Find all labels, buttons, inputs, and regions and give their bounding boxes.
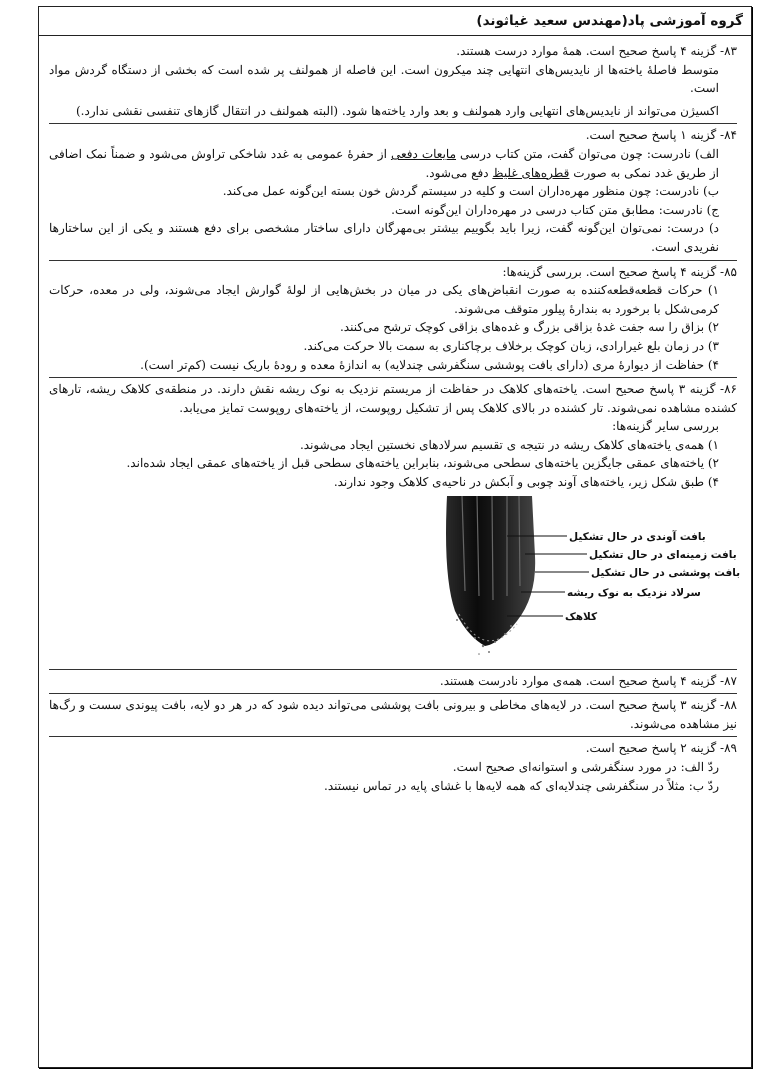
answer-86-head: ۸۶- گزینه ۳ پاسخ صحیح است. یاخته‌های کلاهک در حفاظت از مریستم نزدیک به نوک ریشه نقش دارند. در منطقه‌ی کلاهک ریشه، تارهای کشنده مشاهده نمی‌شوند. تار کشنده در بالای کلاهک پس از تشکیل روپوست، از یاخته‌های روپوست تمایز می‌یابد. [49, 382, 737, 415]
answer-88-head: ۸۸- گزینه ۳ پاسخ صحیح است. در لایه‌های مخاطی و بیرونی بافت پوششی می‌تواند دیده شود که در هر دو لایه، بافت پیوندی سست و رگ‌ها نیز مشاهده می‌شوند. [49, 698, 737, 731]
figure-label-root-cap: کلاهک [565, 610, 598, 623]
figure-label-meristem: سرلاد نزدیک به نوک ریشه [567, 586, 701, 599]
answer-86 [49, 378, 741, 670]
answer-86-option-1: ۱) همه‌ی یاخته‌های کلاهک ریشه در نتیجه ی تقسیم سرلادهای نخستین ایجاد می‌شوند. [299, 437, 719, 452]
answer-84-option-c: ج) نادرست: مطابق متن کتاب درسی در مهره‌داران این‌گونه است. [391, 202, 719, 217]
answer-83-p1: متوسط فاصلهٔ یاخته‌ها از نایدیس‌های انتهایی چند میکرون است. این فاصله از همولنف پر شده است که بخشی از دستگاه گردش مواد است. [49, 62, 719, 96]
answer-83-head: ۸۳- گزینه ۴ پاسخ صحیح است. همهٔ موارد درست هستند. [456, 44, 737, 58]
answer-85-head: ۸۵- گزینه ۴ پاسخ صحیح است. بررسی گزینه‌ها: [502, 264, 737, 279]
underlined-term: مایعات دفعی [390, 146, 457, 161]
answer-83-p2: اکسیژن می‌تواند از نایدیس‌های انتهایی وارد همولنف و بعد وارد یاخته‌ها شود. (البته همولنف در انتقال گازهای تنفسی نقشی ندارد.) [75, 103, 719, 118]
answer-89-reject-b: ردّ ب: مثلاً در سنگفرشی چندلایه‌ای که همه لایه‌ها با غشای پایه در تماس نیستند. [324, 778, 719, 793]
page-header [39, 7, 751, 36]
answer-85-option-4: ۴) حفاظت از دیوارهٔ مری (دارای بافت پوششی سنگفرشی چندلایه) به اندازهٔ معده و رودهٔ باریک نیست (کم‌تر است). [140, 357, 719, 372]
answer-89-reject-a: ردّ الف: در مورد سنگفرشی و استوانه‌ای صحیح است. [452, 760, 719, 775]
answer-84 [49, 124, 737, 260]
answer-content [39, 36, 751, 798]
answer-86-option-4: ۴) طبق شکل زیر، یاخته‌های آوند چوبی و آبکش در ناحیه‌ی کلاهک وجود ندارند. [333, 475, 719, 490]
figure-label-vascular: بافت آوندی در حال تشکیل [569, 530, 706, 543]
header-title: گروه آموزشی پاد(مهندس سعید غیاثوند) [476, 13, 743, 29]
answer-85 [49, 261, 737, 379]
answer-88 [49, 694, 737, 737]
figure-label-dermal: بافت پوششی در حال تشکیل [591, 566, 741, 579]
underlined-term: قطره‌های غلیظ [492, 165, 570, 180]
answer-84-head: ۸۴- گزینه ۱ پاسخ صحیح است. [585, 128, 737, 143]
answer-86-review: بررسی سایر گزینه‌ها: [612, 419, 719, 434]
answer-85-option-2: ۲) بزاق را سه جفت غدهٔ بزاقی بزرگ و غده‌های بزاقی کوچک ترشح می‌کنند. [339, 320, 719, 335]
answer-84-option-a: الف) نادرست: چون می‌توان گفت، متن کتاب درسی مایعات دفعی از حفرهٔ عمومی به غدد شاخکی تراوش می‌شود و ضمناً نمک اضافی از طریق غدد نمکی به صورت قطره‌های غلیظ دفع می‌شود. [49, 146, 720, 180]
page-frame [38, 6, 752, 1068]
answer-87-head: ۸۷- گزینه ۴ پاسخ صحیح است. همه‌ی موارد نادرست هستند. [439, 673, 737, 688]
answer-87 [49, 670, 737, 695]
answer-84-option-b: ب) نادرست: چون منظور مهره‌داران است و کلیه در سیستم گردش خون بسته این‌گونه عمل می‌کند. [222, 184, 719, 199]
root-body [446, 496, 535, 646]
root-tip-figure [437, 496, 741, 662]
answer-83 [49, 40, 737, 124]
answer-85-option-3: ۳) در زمان بلع غیرارادی، زبان کوچک برخلاف برچاکناری به سمت بالا حرکت می‌کند. [303, 338, 719, 353]
answer-85-option-1: ۱) حرکات قطعه‌قطعه‌کننده به صورت انقباض‌های یکی در میان در بخش‌هایی از لولهٔ گوارش ایجاد می‌شوند، ولی در معده، حرکات کرمی‌شکل با برخورد به بندارهٔ پیلور متوقف می‌شوند. [49, 283, 719, 316]
answer-86-option-2: ۲) یاخته‌های عمقی جایگزین یاخته‌های سطحی می‌شوند، بنابراین یاخته‌های سطحی قبل از یاخته‌های عمقی ایجاد شده‌اند. [126, 456, 719, 471]
answer-89-head: ۸۹- گزینه ۲ پاسخ صحیح است. [585, 741, 737, 756]
figure-label-ground: بافت زمینه‌ای در حال تشکیل [589, 548, 737, 561]
answer-84-option-d: د) درست: نمی‌توان این‌گونه گفت، زیرا باید بگوییم بیشتر بی‌مهرگان دارای ساختار مشخصی برای دفع هستند و یکی از این ساختارها نفریدی است. [49, 221, 719, 254]
answer-89 [49, 737, 737, 798]
